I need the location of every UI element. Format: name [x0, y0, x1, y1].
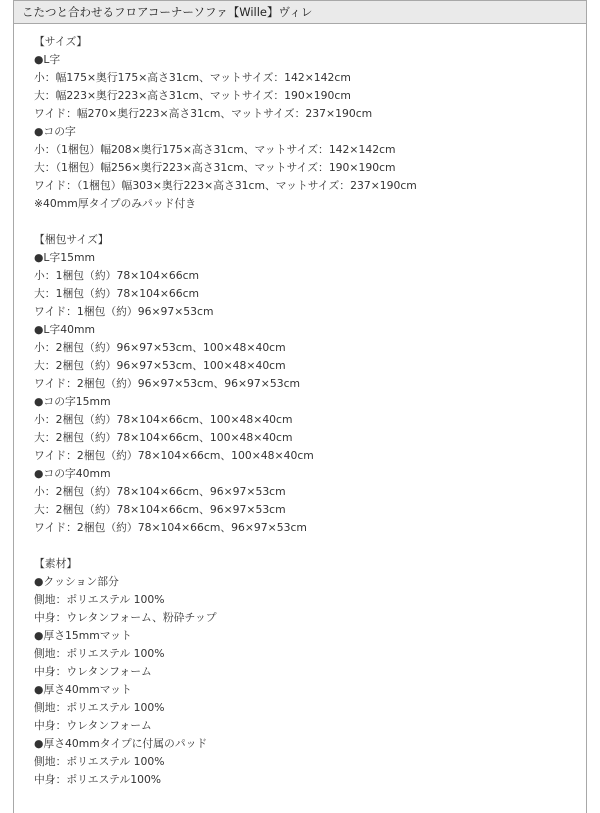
subheading: ●厚さ40mmタイプに付属のパッド: [34, 737, 208, 750]
subheading: ●コの字: [34, 125, 76, 138]
spec-line: 小：2梱包（約）78×104×66cm、100×48×40cm: [34, 413, 293, 426]
spec-line: 側地：ポリエステル 100%: [34, 647, 165, 660]
panel-title: こたつと合わせるフロアコーナーソファ【Wille】ヴィレ: [13, 0, 587, 24]
spec-line: 大：（1梱包）幅256×奥行223×高さ31cm、マットサイズ：190×190cm: [34, 161, 396, 174]
spec-line: ワイド：1梱包（約）96×97×53cm: [34, 305, 214, 318]
spec-line: ワイド：2梱包（約）96×97×53cm、96×97×53cm: [34, 377, 301, 390]
spec-line: 小：2梱包（約）96×97×53cm、100×48×40cm: [34, 341, 286, 354]
spec-line: 中身：ウレタンフォーム、粉砕チップ: [34, 611, 217, 624]
spec-line: 大：2梱包（約）78×104×66cm、100×48×40cm: [34, 431, 293, 444]
spec-content: [13, 23, 587, 813]
spec-line: 側地：ポリエステル 100%: [34, 755, 165, 768]
spec-line: ※40mm厚タイプのみパッド付き: [34, 197, 197, 210]
size-section: [34, 33, 586, 213]
spec-line: 小：1梱包（約）78×104×66cm: [34, 269, 200, 282]
subheading: ●厚さ15mmマット: [34, 629, 132, 642]
subheading: ●L字40mm: [34, 323, 96, 336]
spec-line: 大：1梱包（約）78×104×66cm: [34, 287, 200, 300]
spec-line: ワイド：2梱包（約）78×104×66cm、100×48×40cm: [34, 449, 314, 462]
section-heading: 【素材】: [34, 557, 78, 570]
subheading: ●L字15mm: [34, 251, 96, 264]
subheading: ●コの字40mm: [34, 467, 111, 480]
spec-line: 大：2梱包（約）78×104×66cm、96×97×53cm: [34, 503, 286, 516]
spec-line: 大：2梱包（約）96×97×53cm、100×48×40cm: [34, 359, 286, 372]
spec-line: 小：2梱包（約）78×104×66cm、96×97×53cm: [34, 485, 286, 498]
subheading: ●L字: [34, 53, 61, 66]
material-section: [34, 555, 586, 789]
spec-line: 小：（1梱包）幅208×奥行175×高さ31cm、マットサイズ：142×142cm: [34, 143, 396, 156]
spec-line: 中身：ポリエステル100%: [34, 773, 162, 786]
spec-line: ワイド：2梱包（約）78×104×66cm、96×97×53cm: [34, 521, 307, 534]
spec-line: ワイド：（1梱包）幅303×奥行223×高さ31cm、マットサイズ：237×190cm: [34, 179, 417, 192]
subheading: ●クッション部分: [34, 575, 119, 588]
packing-size-section: [34, 231, 586, 537]
spec-line: 中身：ウレタンフォーム: [34, 719, 152, 732]
product-spec-panel: [13, 0, 587, 790]
spec-line: 中身：ウレタンフォーム: [34, 665, 152, 678]
section-heading: 【梱包サイズ】: [34, 233, 109, 246]
spec-line: 大：幅223×奥行223×高さ31cm、マットサイズ：190×190cm: [34, 89, 351, 102]
subheading: ●厚さ40mmマット: [34, 683, 132, 696]
spec-line: 小：幅175×奥行175×高さ31cm、マットサイズ：142×142cm: [34, 71, 351, 84]
subheading: ●コの字15mm: [34, 395, 111, 408]
spec-line: 側地：ポリエステル 100%: [34, 593, 165, 606]
spec-line: ワイド：幅270×奥行223×高さ31cm、マットサイズ：237×190cm: [34, 107, 373, 120]
section-heading: 【サイズ】: [34, 35, 88, 48]
spec-line: 側地：ポリエステル 100%: [34, 701, 165, 714]
